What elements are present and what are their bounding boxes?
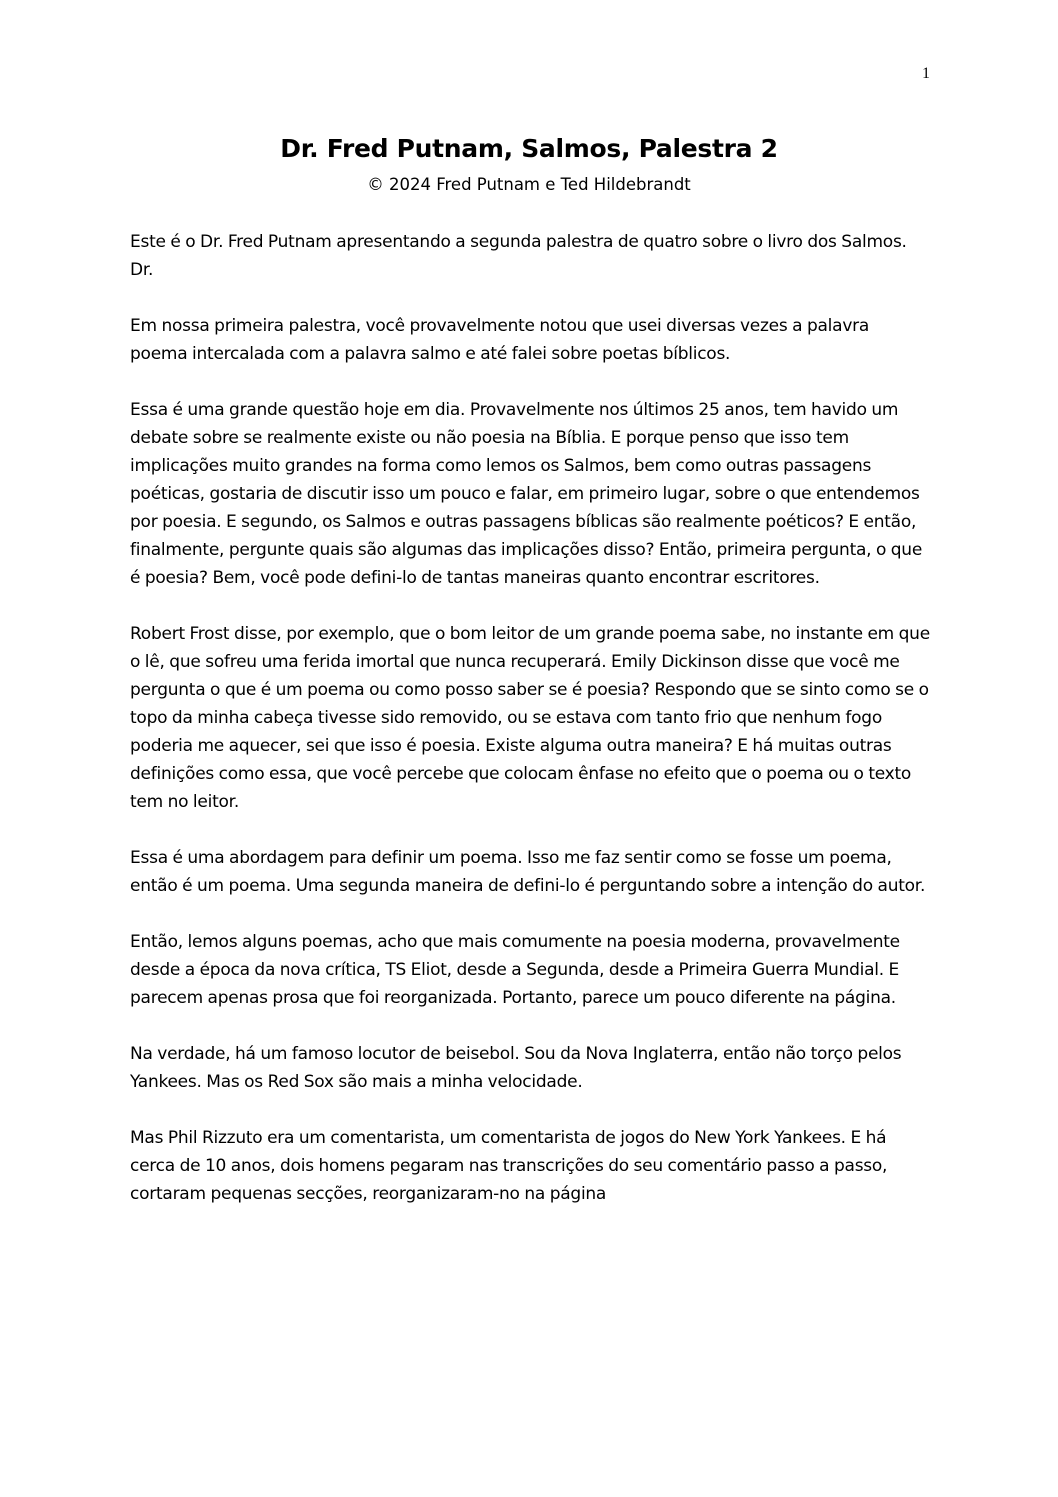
paragraph-8: Mas Phil Rizzuto era um comentarista, um comentarista de jogos do New York Yankees. E há cerca de 10 anos, dois homens pegaram nas transcrições do seu comentário passo a passo, cortaram pequenas secções, reorganizaram-no na página bbox=[130, 1128, 888, 1204]
paragraph-3: Essa é uma grande questão hoje em dia. Provavelmente nos últimos 25 anos, tem havido um debate sobre se realmente existe ou não poesia na Bíblia. E porque penso que isso tem implicações muito grandes na forma como lemos os Salmos, bem como outras passagens poéticas, gostaria de discutir isso um pouco e falar, em primeiro lugar, sobre o que entendemos por poesia. E segundo, os Salmos e outras passagens bíblicas são realmente poéticos? E então, finalmente, pergunte quais são algumas das implicações disso? Então, primeira pergunta, o que é poesia? Bem, você pode defini-lo de tantas maneiras quanto encontrar escritores. bbox=[130, 400, 923, 588]
document-body bbox=[130, 228, 930, 1236]
paragraph-1: Este é o Dr. Fred Putnam apresentando a segunda palestra de quatro sobre o livro dos Salmos. Dr. bbox=[130, 232, 907, 280]
page-number: 1 bbox=[922, 65, 930, 82]
paragraph-5: Essa é uma abordagem para definir um poema. Isso me faz sentir como se fosse um poema, então é um poema. Uma segunda maneira de defini-lo é perguntando sobre a intenção do autor. bbox=[130, 848, 926, 896]
paragraph-4: Robert Frost disse, por exemplo, que o bom leitor de um grande poema sabe, no instante em que o lê, que sofreu uma ferida imortal que nunca recuperará. Emily Dickinson disse que você me pergunta o que é um poema ou como posso saber se é poesia? Respondo que se sinto como se o topo da minha cabeça tivesse sido removido, ou se estava com tanto frio que nenhum fogo poderia me aquecer, sei que isso é poesia. Existe alguma outra maneira? E há muitas outras definições como essa, que você percebe que colocam ênfase no efeito que o poema ou o texto tem no leitor. bbox=[130, 624, 930, 812]
document-title: Dr. Fred Putnam, Salmos, Palestra 2 bbox=[280, 134, 778, 163]
copyright-line: © 2024 Fred Putnam e Ted Hildebrandt bbox=[367, 175, 691, 194]
paragraph-7: Na verdade, há um famoso locutor de beisebol. Sou da Nova Inglaterra, então não torço pelos Yankees. Mas os Red Sox são mais a minha velocidade. bbox=[130, 1044, 902, 1092]
paragraph-6: Então, lemos alguns poemas, acho que mais comumente na poesia moderna, provavelmente desde a época da nova crítica, TS Eliot, desde a Segunda, desde a Primeira Guerra Mundial. E parecem apenas prosa que foi reorganizada. Portanto, parece um pouco diferente na página. bbox=[130, 932, 900, 1008]
paragraph-2: Em nossa primeira palestra, você provavelmente notou que usei diversas vezes a palavra poema intercalada com a palavra salmo e até falei sobre poetas bíblicos. bbox=[130, 316, 870, 364]
